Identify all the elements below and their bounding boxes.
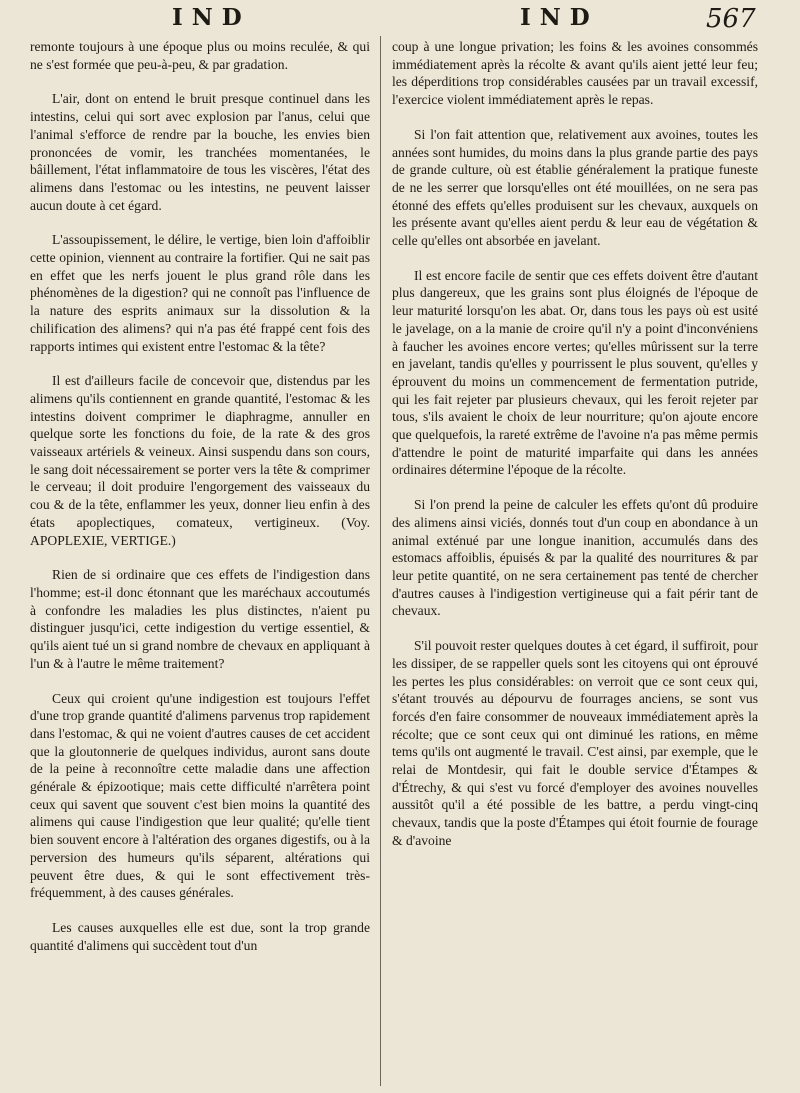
paragraph: Les causes auxquelles elle est due, sont la trop grande quantité d'alimens qui succèdent tout d'un — [30, 919, 370, 953]
paragraph: L'assoupissement, le délire, le vertige, bien loin d'affoiblir cette opinion, viennent au contraire la fortifier. Qui ne sait pas en effet que les nerfs jouent le plus grand rôle dans les phénomènes de la digestion? qui ne connoît pas l'influence de la nature des esprits animaux sur la dissolution & la chilification des alimens? qui n'a pas été frappé cent fois des rapports intimes qui existent entre l'estomac & la tête? — [30, 232, 370, 354]
paragraph: Ceux qui croient qu'une indigestion est toujours l'effet d'une trop grande quantité d'alimens parvenus trop rapidement dans l'estomac, & qui ne voient d'autres causes de cet accident que la gloutonnerie de quelques individus, auront sans doute de la peine à reconnoître cette maladie dans une affection générale & épizootique; mais cette difficulté n'arrêtera point ceux qui savent que souvent c'est bien moins la quantité des alimens qui cause l'indigestion que leur qualité; qu'elle tient bien souvent encore à l'altération des organes digestifs, ou à la perversion des humeurs qu'ils séparent, altérations qui peuvent être dues, & qui le sont effectivement très-fréquemment, à des causes générales. — [30, 690, 370, 901]
paragraph: L'air, dont on entend le bruit presque continuel dans les intestins, celui qui sort avec explosion par l'anus, celui que l'animal s'efforce de rendre par la bouche, les envies bien prononcées de vomir, les tranchées momentanées, le bâillement, l'état inflammatoire de tous les viscères, l'état des alimens dans l'estomac ou les intestins, ne peuvent laisser aucun doute à cet égard. — [30, 91, 370, 213]
column-divider — [380, 36, 381, 1086]
paragraph: coup à une longue privation; les foins & les avoines consommés immédiatement après la récolte & avant qu'ils aient jetté leur feu; les déperditions trop considérables causées par un travail excessif, l'exercice violent immédiatement après le repas. — [392, 39, 758, 108]
paragraph: Il est d'ailleurs facile de concevoir que, distendus par les alimens qu'ils contiennent en grande quantité, l'estomac & les intestins doivent comprimer le diaphragme, annuller en quelque sorte les fonctions du foie, de la rate & des gros vaisseaux artériels & veineux. Ainsi suspendu dans son cours, le sang doit nécessairement se porter vers la tête & comprimer le cerveau; il doit produire l'engorgement des vaisseaux du cou & de la tête, enflammer les yeux, donner lieu enfin à des états apoplectiques, comateux, vertigineux. (Voy. APOPLEXIE, VERTIGE.) — [30, 373, 370, 548]
page-number: 567 — [706, 4, 756, 34]
paragraph: Si l'on fait attention que, relativement aux avoines, toutes les années sont humides, du moins dans la plus grande partie des pays de grande culture, où est établie généralement la pratique funeste de ne les serrer que lorsqu'elles ont été mouillées, on ne sera pas étonné des effets qu'elles produisent sur les chevaux, auxquels on les présente avant qu'elles aient perdu & leur eau de végétation & celle qu'elles ont absorbée en javelant. — [392, 126, 758, 249]
right-column — [392, 38, 758, 867]
paragraph: Rien de si ordinaire que ces effets de l'indigestion dans l'homme; est-il donc étonnant que les maréchaux accoutumés à confondre les maladies les plus distinctes, n'aient pu distinguer jusqu'ici, cette indigestion du vertige essentiel, & qu'ils aient tué un si grand nombre de chevaux en appliquant à l'un & à l'autre le même traitement? — [30, 567, 370, 671]
paragraph: Il est encore facile de sentir que ces effets doivent être d'autant plus dangereux, que les grains sont plus éloignés de l'époque de leur maturité lorsqu'on les abat. Or, dans tous les pays où est usité le javelage, on a la manie de croire qu'il n'y a point d'inconvéniens à faucher les avoines encore vertes; qu'elles mûrissent sur la terre en javelant, tandis qu'elles y pourrissent le plus souvent, qu'elles y éprouvent du moins un commencement de fermentation putride, qui les fait rejeter par plusieurs chevaux, qui les feroit rejeter par tous, s'ils avaient le choix de leur nourriture; qu'on ajoute encore que quelquefois, la rareté extrême de l'avoine n'a pas même permis d'attendre le point de maturité imparfaite qui dans les années ordinaires détermine l'époque de la récolte. — [392, 267, 758, 478]
paragraph: Si l'on prend la peine de calculer les effets qu'ont dû produire des alimens ainsi viciés, donnés tout d'un coup en abondance à un animal exténué par une longue inanition, accumulés dans des estomacs affoiblis, épuisés & par la qualité des nourritures & par leur petite quantité, on ne sera certainement pas tenté de chercher d'autres causes à l'indigestion vertigineuse qui a fait périr tant de chevaux. — [392, 497, 758, 619]
left-column — [30, 38, 370, 971]
running-head-left: IND — [172, 4, 251, 31]
running-head-right: IND — [520, 4, 599, 31]
paragraph: S'il pouvoit rester quelques doutes à cet égard, il suffiroit, pour les dissiper, de se rappeller quels sont les citoyens qui ont éprouvé les pertes les plus considérables: on verroit que ce sont ceux qui, s'étant trouvés au dépourvu de fourrages anciens, se sont vus forcés d'en faire consommer de nouveaux immédiatement après la récolte; que ce sont ceux qui ont diminué les rations, en même tems qu'ils ont augmenté le travail. C'est ainsi, par exemple, que le relai de Montdesir, qui fait le double service d'Étampes & d'Étrechy, & qui s'est vu forcé d'employer des avoines nouvelles aussitôt qu'il a été possible de les battre, a perdu vingt-cinq chevaux, tandis que la poste d'Étampes qui étoit fournie de fourage & d'avoine — [392, 638, 758, 848]
paragraph: remonte toujours à une époque plus ou moins reculée, & qui ne s'est formée que peu-à-peu, & par gradation. — [30, 39, 370, 72]
